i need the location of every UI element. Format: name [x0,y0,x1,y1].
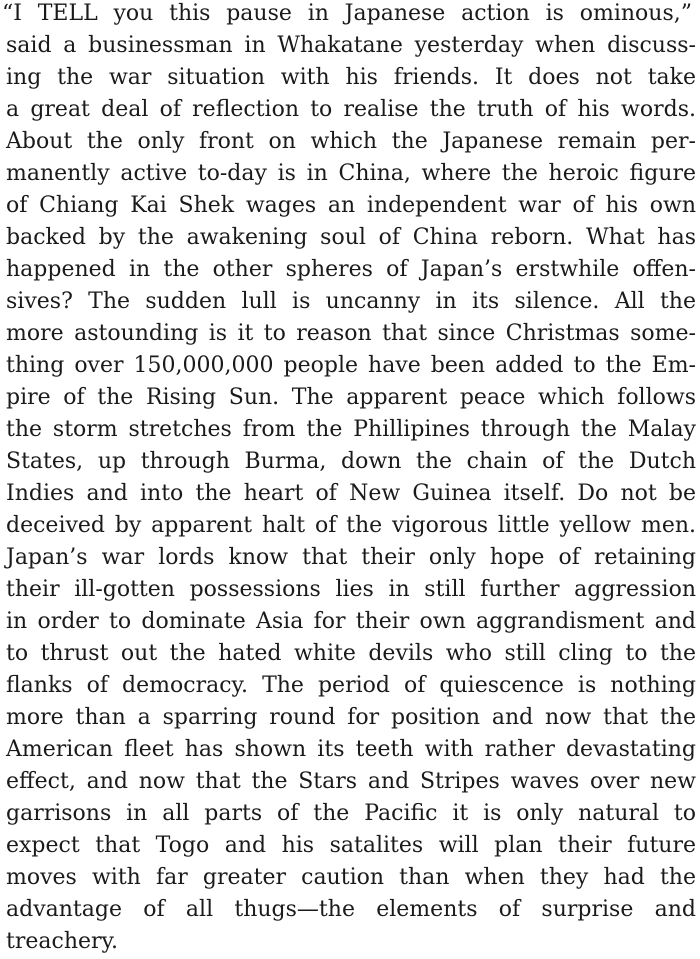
text-line: advantage of all thugs—the elements of surprise and [6,897,696,922]
text-line: sives? The sudden lull is uncanny in its silence. All the [6,289,696,314]
text-line: moves with far greater caution than when they had the [6,865,696,890]
text-line: happened in the other spheres of Japan’s erstwhile offen- [6,257,696,282]
text-line: American fleet has shown its teeth with rather devastating [6,737,696,762]
text-line: a great deal of reflection to realise the truth of his words. [6,97,696,122]
text-line: in order to dominate Asia for their own aggrandisment and [6,609,696,634]
text-line: flanks of democracy. The period of quiescence is nothing [6,673,696,698]
text-line: garrisons in all parts of the Pacific it is only natural to [6,801,696,826]
text-line: “I TELL you this pause in Japanese action is ominous,” [2,1,692,26]
text-line: backed by the awakening soul of China reborn. What has [6,225,696,250]
text-line: Japan’s war lords know that their only hope of retaining [6,545,696,570]
text-line: Indies and into the heart of New Guinea itself. Do not be [6,481,696,506]
text-line: more astounding is it to reason that since Christmas some- [6,321,696,346]
text-line: their ill-gotten possessions lies in still further aggression [6,577,696,602]
text-line: to thrust out the hated white devils who still cling to the [6,641,696,666]
text-line: States, up through Burma, down the chain of the Dutch [6,449,696,474]
text-line: manently active to-day is in China, where the heroic figure [6,161,696,186]
text-line: ing the war situation with his friends. It does not take [6,65,696,90]
text-line: pire of the Rising Sun. The apparent peace which follows [6,385,696,410]
text-line: expect that Togo and his satalites will plan their future [6,833,696,858]
text-line: of Chiang Kai Shek wages an independent war of his own [6,193,696,218]
text-line: the storm stretches from the Phillipines through the Malay [6,417,696,442]
text-line: About the only front on which the Japanese remain per- [6,129,696,154]
text-line: said a businessman in Whakatane yesterday when discuss- [6,33,696,58]
text-line: deceived by apparent halt of the vigorous little yellow men. [6,513,696,538]
text-line: thing over 150,000,000 people have been added to the Em- [6,353,696,378]
text-line: effect, and now that the Stars and Stripes waves over new [6,769,696,794]
text-line: more than a sparring round for position and now that the [6,705,696,730]
text-line: treachery. [6,929,119,954]
